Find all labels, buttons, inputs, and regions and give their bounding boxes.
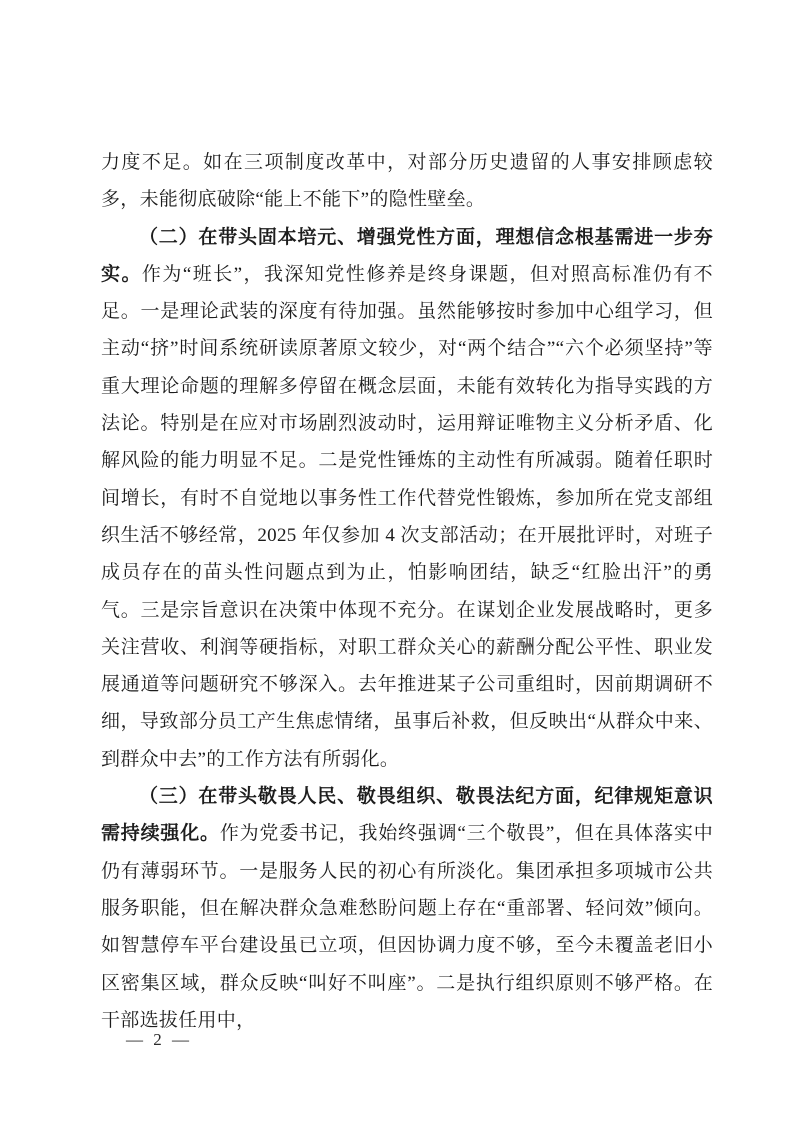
document-body (101, 144, 713, 1039)
section-2-body: 作为“班长”，我深知党性修养是终身课题，但对照高标准仍有不足。一是理论武装的深度有待加强。虽然能够按时参加中心组学习，但主动“挤”时间系统研读原著原文较少，对“两个结合”“六个必须坚持”等重大理论命题的理解多停留在概念层面，未能有效转化为指导实践的方法论。特别是在应对市场剧烈波动时，运用辩证唯物主义分析矛盾、化解风险的能力明显不足。二是党性锤炼的主动性有所减弱。随着任职时间增长，有时不自觉地以事务性工作代替党性锻炼，参加所在党支部组织生活不够经常，2025 年仅参加 4 次支部活动；在开展批评时，对班子成员存在的苗头性问题点到为止，怕影响团结，缺乏“红脸出汗”的勇气。三是宗旨意识在决策中体现不充分。在谋划企业发展战略时，更多关注营收、利润等硬指标，对职工群众关心的薪酬分配公平性、职业发展通道等问题研究不够深入。去年推进某子公司重组时，因前期调研不细，导致部分员工产生焦虑情绪，虽事后补救，但反映出“从群众中来、到群众中去”的工作方法有所弱化。 (101, 263, 713, 770)
section-3-body: 作为党委书记，我始终强调“三个敬畏”，但在具体落实中仍有薄弱环节。一是服务人民的初心有所淡化。集团承担多项城市公共服务职能，但在解决群众急难愁盼问题上存在“重部署、轻问效”倾向。如智慧停车平台建设虽已立项，但因协调力度不够，至今未覆盖老旧小区密集区域，群众反映“叫好不叫座”。二是执行组织原则不够严格。在干部选拔任用中， (101, 823, 713, 1031)
section-2-lead: （二）在带头固本培元、增强党性方面，理想信念根基需进一步夯实。 (101, 226, 713, 285)
section-2-paragraph (101, 219, 713, 778)
section-3-lead: （三）在带头敬畏人民、敬畏组织、敬畏法纪方面，纪律规矩意识需持续强化。 (101, 786, 713, 845)
section-3-paragraph (101, 778, 713, 1039)
paragraph-continuation: 力度不足。如在三项制度改革中，对部分历史遗留的人事安排顾虑较多，未能彻底破除“能上不能下”的隐性壁垒。 (101, 152, 713, 211)
page-number: — 2 — (126, 1030, 192, 1049)
